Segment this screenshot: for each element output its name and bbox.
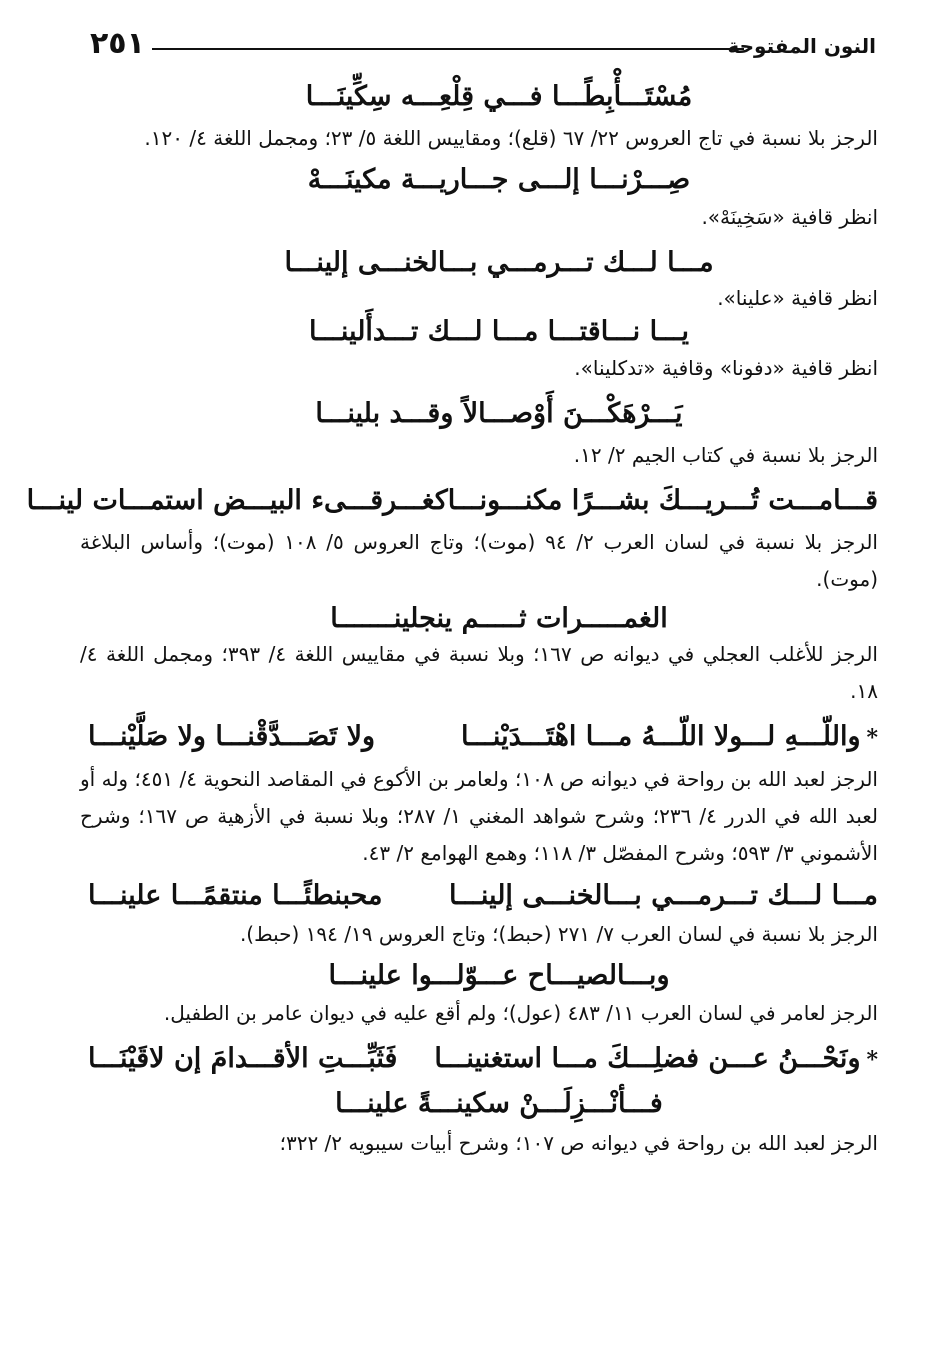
hemistich-first xyxy=(434,1036,878,1083)
hemistich-second: كغـــرقـــىء البيـــض استمـــات لينـــا xyxy=(26,485,448,516)
source-note: الرجز بلا نسبة في لسان العرب ٢/ ٩٤ (موت)؛ وتاج العروس ٥/ ١٠٨ (موت)؛ وأساس البلاغة (موت). xyxy=(80,530,878,591)
page-header xyxy=(90,26,876,66)
hemistich-second: محبنطئًـــا منتقمًـــا علينـــا xyxy=(88,880,383,911)
page-body xyxy=(26,74,878,1166)
source-note: الرجز بلا نسبة في كتاب الجيم ٢/ ١٢. xyxy=(573,443,878,467)
page-number: ٢٥١ xyxy=(90,26,145,61)
source-note: الرجز للأغلب العجلي في ديوانه ص ١٦٧؛ وبلا نسبة في مقاييس اللغة ٤/ ٣٩٣؛ ومجمل اللغة ٤/ ١٨. xyxy=(80,642,878,703)
source-note: الرجز لعبد الله بن رواحة في ديوانه ص ١٠٨؛ ولعامر بن الأكوع في المقاصد النحوية ٤/ ٤٥١؛ وله أو لعبد الله في الدرر ٤/ ٢٣٦؛ وشرح شواهد المغني ١/ ٢٨٧؛ وبلا نسبة في الأزهية ص ١٦٧؛ وشرح الأشموني ٣/ ٥٩٣؛ وشرح المفصّل ٣/ ١١٨؛ وهمع الهوامع ٢/ ٤٣. xyxy=(80,767,878,865)
source-note: الرجز بلا نسبة في تاج العروس ٢٢/ ٦٧ (قلع)؛ ومقاييس اللغة ٥/ ٢٣؛ ومجمل اللغة ٤/ ١٢٠. xyxy=(144,126,878,150)
source-note: الرجز لعامر في لسان العرب ١١/ ٤٨٣ (عول)؛ ولم أقع عليه في ديوان عامر بن الطفيل. xyxy=(163,1001,878,1025)
verse-line: يَـــرْهَكْـــنَ أَوْصـــالاً وقـــد بلينـــا xyxy=(315,398,683,429)
source-note: الرجز بلا نسبة في لسان العرب ٧/ ٢٧١ (حبط)؛ وتاج العروس ١٩/ ١٩٤ (حبط). xyxy=(239,922,878,946)
verse-line: مُسْتَـــأْبِطًـــا فـــي قِلْعِـــه سِكِّينَـــا xyxy=(305,81,693,112)
see-also-note: انظر قافية «علينا». xyxy=(717,286,878,310)
verse-line: فـــأنْـــزِلَـــنْ سكينـــةً علينـــا xyxy=(335,1088,663,1119)
verse-line: يـــا نـــاقتـــا مـــا لـــك تـــدأَلينـــا xyxy=(308,316,690,347)
verse-couplet xyxy=(80,714,878,761)
verse-line: الغمـــــرات ثـــــم ينجلينـــــــا xyxy=(330,603,668,634)
hemistich-first-text: ونَحْـــنُ عـــن فضلِـــكَ مـــا استغنينـــا xyxy=(434,1043,861,1074)
asterisk-marker: * xyxy=(866,1047,878,1073)
verse-line: صِـــرْنـــا إلـــى جـــاريـــة مكينَـــهْ xyxy=(307,164,691,195)
hemistich-first xyxy=(461,714,878,761)
see-also-note: انظر قافية «دفونا» وقافية «تدكلينا». xyxy=(574,356,878,380)
verse-couplet xyxy=(80,876,878,916)
verse-couplet xyxy=(26,478,878,524)
see-also-note: انظر قافية «سَخِينَهْ». xyxy=(701,205,878,229)
header-rule xyxy=(152,48,744,50)
hemistich-second: ولا تَصَـــدَّقْنـــا ولا صَلَّيْنـــا xyxy=(88,721,376,752)
hemistich-second: فَثَبِّـــتِ الأقـــدامَ إن لاقَيْنَـــا xyxy=(88,1043,398,1074)
verse-line: مـــا لـــك تـــرمـــي بـــالخنـــى إلينـــا xyxy=(284,247,714,278)
verse-couplet xyxy=(80,1036,878,1083)
verse-line: وبـــالصيـــاح عـــوّلـــوا علينـــا xyxy=(328,960,670,991)
hemistich-first-text: واللّـــهِ لـــولا اللّـــهُ مـــا اهْتَـــدَيْنـــا xyxy=(460,721,861,752)
source-note: الرجز لعبد الله بن رواحة في ديوانه ص ١٠٧؛ وشرح أبيات سيبويه ٢/ ٣٢٢؛ xyxy=(279,1131,878,1155)
hemistich-first: قـــامـــت تُـــريـــكَ بشـــرًا مكنـــونـــا xyxy=(447,485,878,516)
asterisk-marker: * xyxy=(866,725,878,751)
running-title: النون المفتوحة xyxy=(727,34,876,58)
hemistich-first: مـــا لـــك تـــرمـــي بـــالخنـــى إلينـــا xyxy=(448,880,878,911)
